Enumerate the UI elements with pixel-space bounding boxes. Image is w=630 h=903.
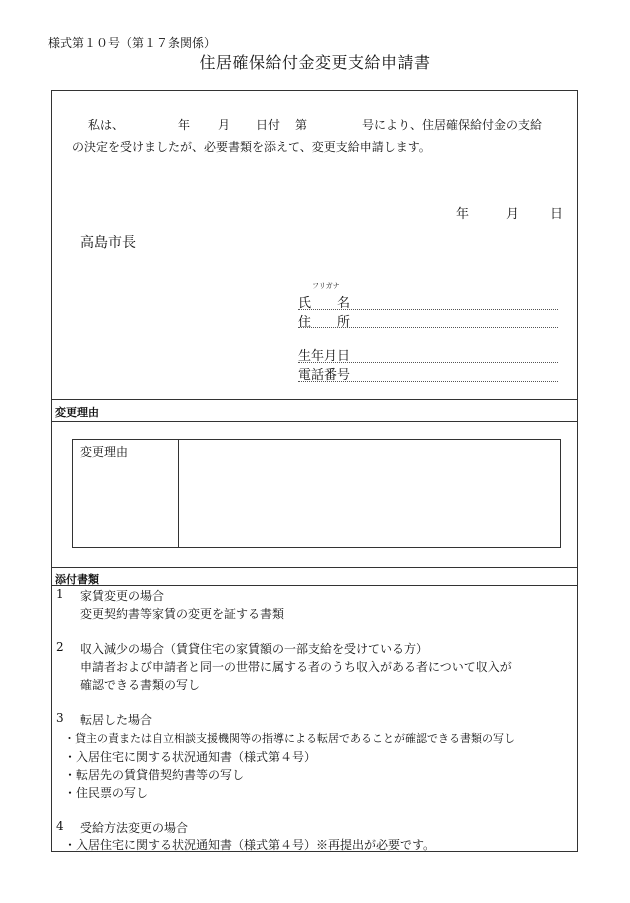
name-label: 氏 名 (298, 296, 351, 311)
address-label: 住 所 (298, 315, 351, 330)
attachment-detail: 確認できる書類の写し (80, 678, 201, 692)
form-number: 様式第１０号（第１７条関係） (48, 36, 217, 50)
attachment-bullet: ・入居住宅に関する状況通知書（様式第４号） (64, 750, 317, 764)
address-field-line[interactable] (298, 327, 558, 328)
name-field-line[interactable] (298, 309, 558, 310)
declaration-number-prefix: 第 (295, 118, 308, 132)
document-title: 住居確保給付金変更支給申請書 (199, 53, 431, 72)
date-month-label: 月 (506, 207, 520, 222)
section-divider (51, 399, 578, 400)
attachment-number: 3 (56, 711, 64, 725)
attachment-bullet: ・貸主の責または自立相談支援機関等の指導による転居であることが確認できる書類の写し (64, 732, 515, 745)
declaration-year-label: 年 (178, 118, 191, 132)
attachment-bullet: ・転居先の賃貸借契約書等の写し (64, 768, 245, 782)
date-day-label: 日 (550, 207, 564, 222)
attachment-number: 2 (56, 640, 64, 654)
declaration-month-label: 月 (218, 118, 231, 132)
attachment-bullet: ・入居住宅に関する状況通知書（様式第４号）※再提出が必要です。 (64, 838, 436, 852)
birthdate-field-line[interactable] (298, 362, 558, 363)
declaration-dated-label: 日付 (256, 118, 281, 132)
birthdate-label: 生年月日 (298, 349, 351, 364)
reason-input-area[interactable] (182, 442, 558, 545)
declaration-line1-rest: 号により、住居確保給付金の支給 (362, 118, 543, 132)
section-divider (51, 585, 578, 586)
attachment-title: 転居した場合 (80, 713, 153, 727)
declaration-line2: の決定を受けましたが、必要書類を添えて、変更支給申請します。 (72, 140, 431, 154)
attachment-number: 1 (56, 587, 64, 601)
attachment-detail: 申請者および申請者と同一の世帯に属する者のうち収入がある者について収入が (80, 660, 512, 674)
attachment-number: 4 (56, 819, 64, 833)
attachment-title: 受給方法変更の場合 (80, 821, 189, 835)
addressee: 高島市長 (80, 235, 136, 251)
phone-label: 電話番号 (298, 368, 351, 383)
attachment-title: 収入減少の場合（賃貸住宅の家賃額の一部支給を受けている方） (80, 642, 429, 656)
section-divider (51, 421, 578, 422)
attachment-detail: 変更契約書等家賃の変更を証する書類 (80, 607, 285, 621)
reason-section-heading: 変更理由 (55, 406, 99, 419)
attachment-title: 家賃変更の場合 (80, 589, 165, 603)
declaration-watashi: 私は、 (88, 118, 125, 132)
reason-box-divider (178, 439, 179, 548)
phone-field-line[interactable] (298, 381, 558, 382)
attachment-bullet: ・住民票の写し (64, 786, 149, 800)
reason-box-label: 変更理由 (80, 445, 129, 459)
section-divider (51, 567, 578, 568)
date-year-label: 年 (456, 207, 470, 222)
furigana-label: フリガナ (312, 282, 340, 290)
attachments-section-heading: 添付書類 (55, 573, 99, 586)
